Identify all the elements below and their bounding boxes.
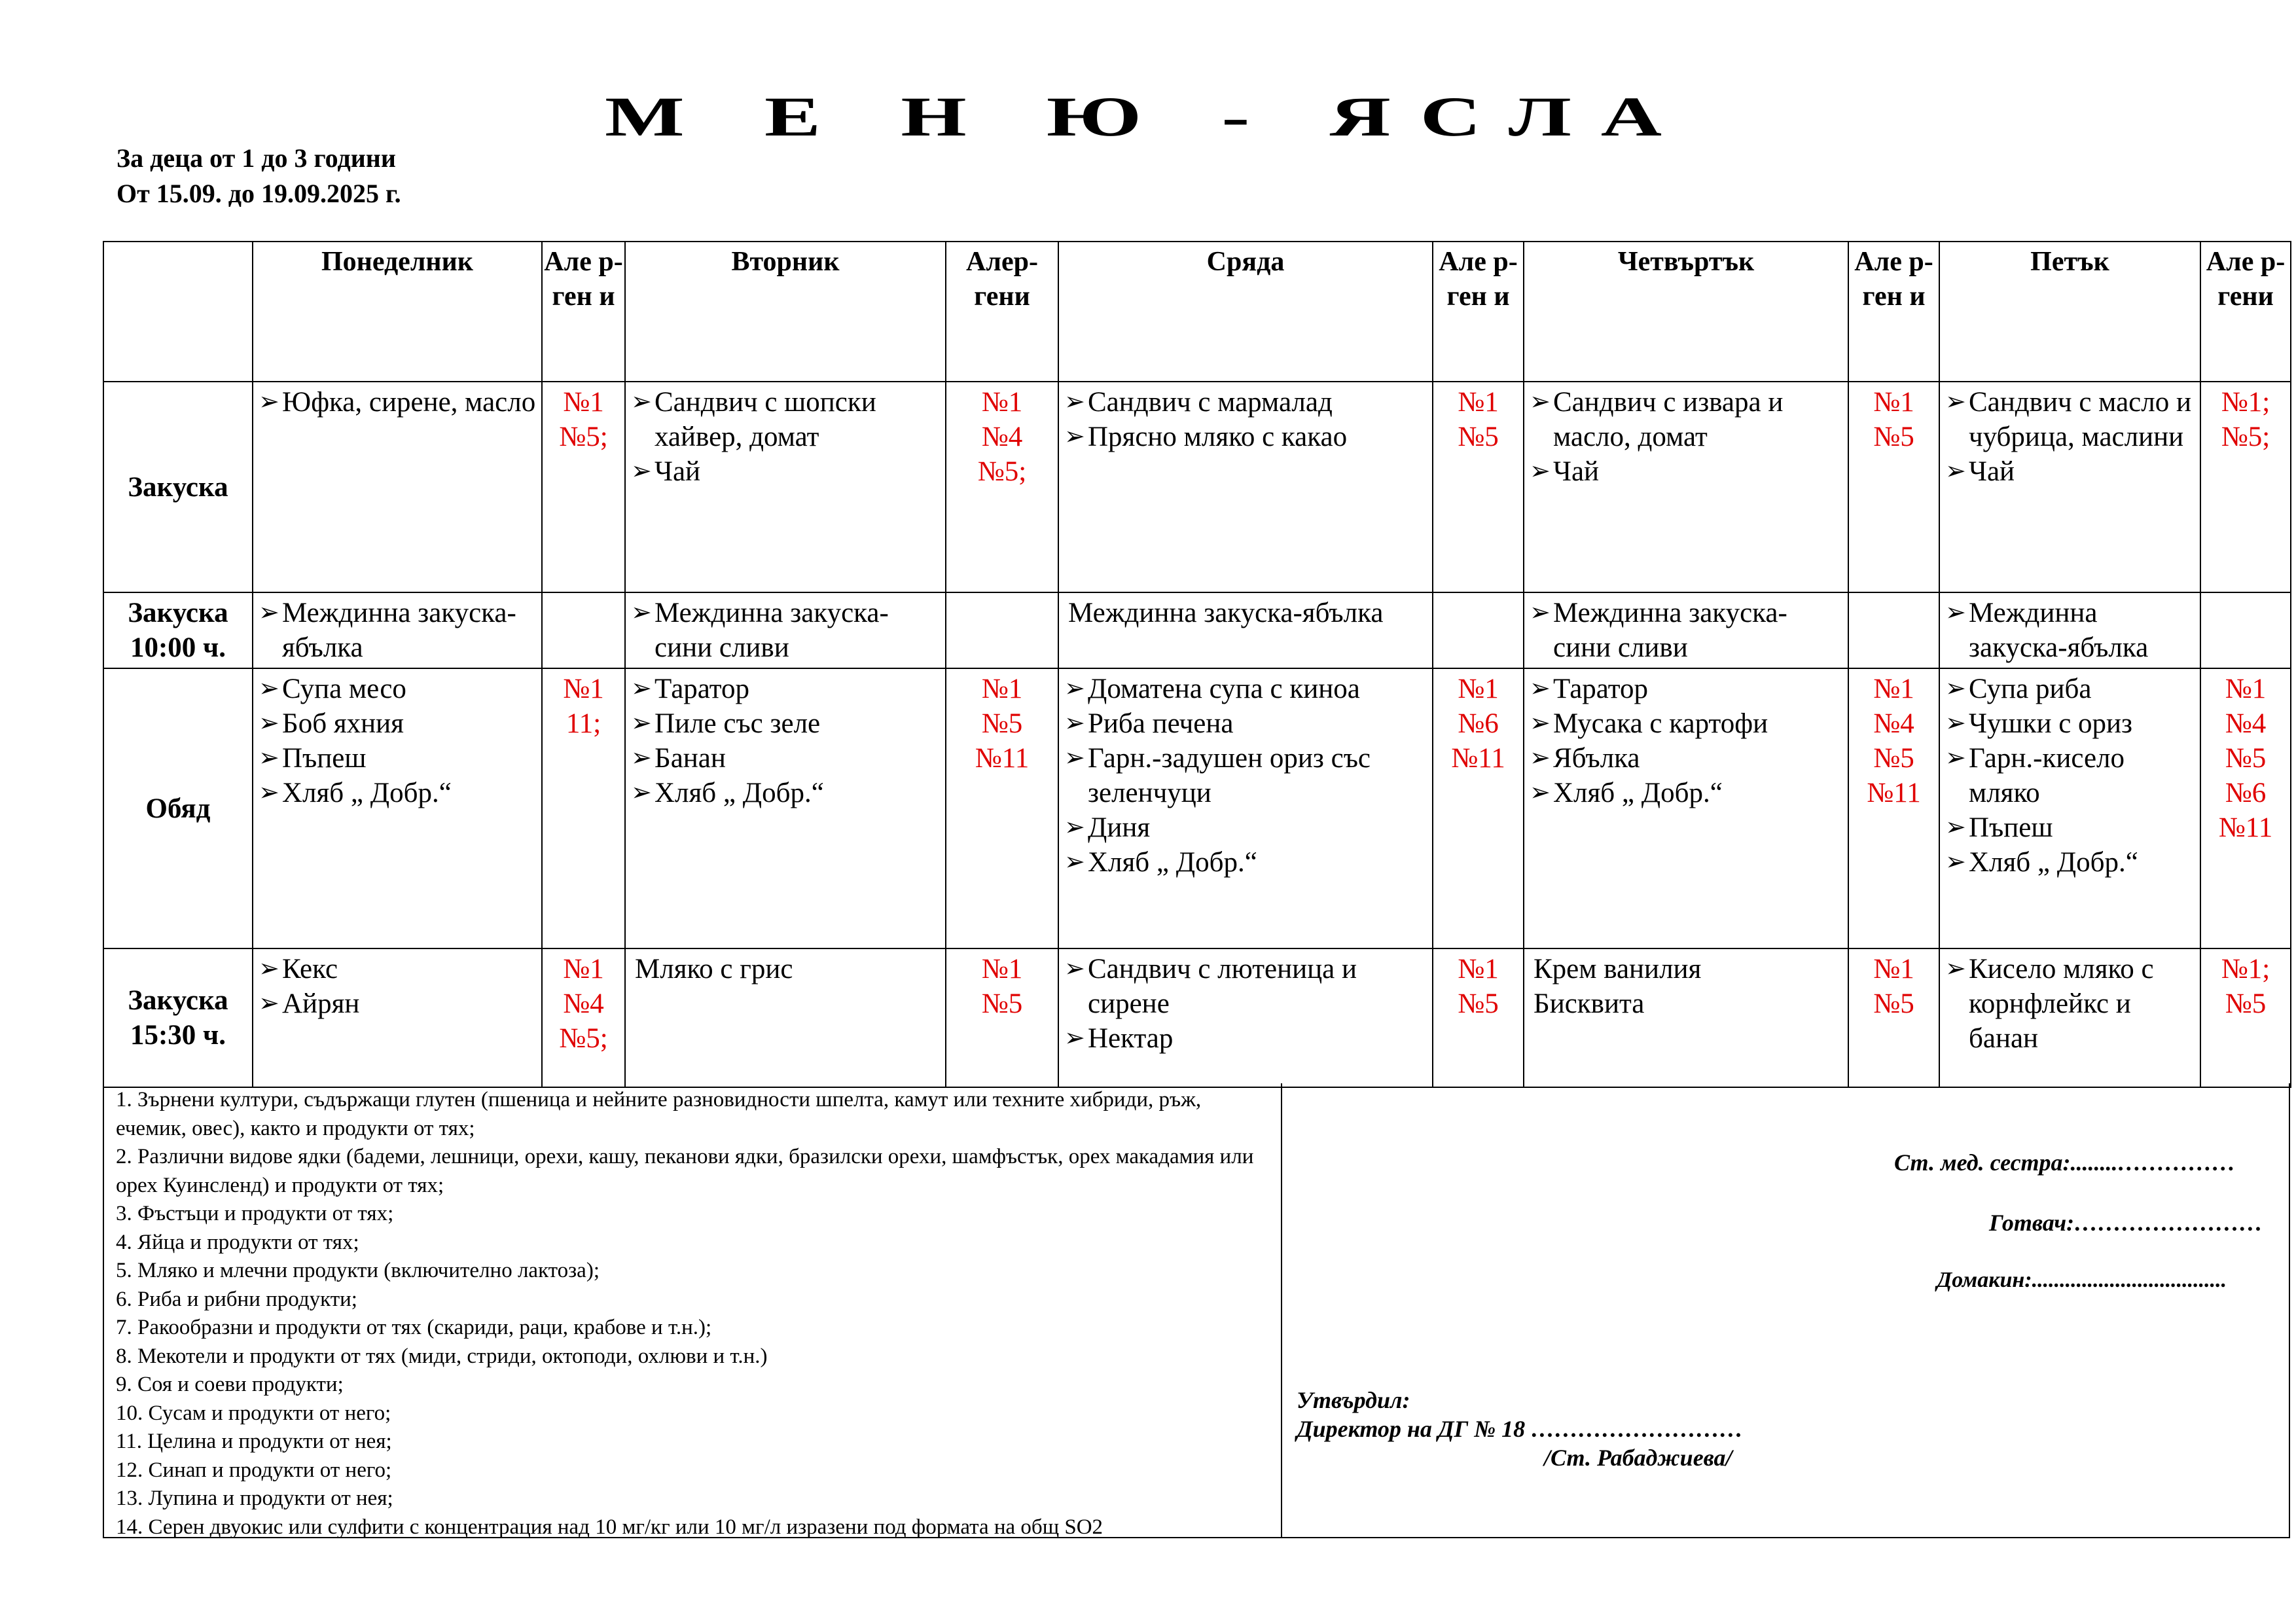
dish-item [1063,1021,1428,1056]
dish-name: Пъпеш [1969,812,2053,843]
dish-item [1944,845,2196,880]
dish-list [1063,672,1428,880]
dish-item [630,385,941,454]
dish-list [630,672,941,810]
dish-name: Пиле със зеле [655,708,821,739]
dish-item [630,596,941,665]
dish-item [1063,672,1428,706]
approved-label: Утвърдил: [1297,1387,1410,1413]
arrow-bullet-icon: ➢ [1064,388,1085,416]
dish-item [1944,596,2196,665]
arrow-bullet-icon: ➢ [259,675,279,702]
arrow-bullet-icon: ➢ [1064,675,1085,702]
arrow-bullet-icon: ➢ [259,779,279,806]
dish-item [1944,706,2196,741]
legend-item: 9. Соя и соеви продукти; [116,1373,344,1396]
arrow-bullet-icon: ➢ [1064,848,1085,876]
legend-item: 3. Фъстъци и продукти от тях; [116,1202,394,1225]
arrow-bullet-icon: ➢ [259,744,279,772]
dish-name: Нектар [1088,1023,1174,1054]
dish-item [257,385,537,420]
dish-name: Междинна закуска- сини сливи [655,598,889,663]
dish-item [1528,596,1844,665]
arrow-bullet-icon: ➢ [259,599,279,626]
dish-list [1944,672,2196,880]
dish-item [1944,952,2196,1056]
dish-item [1528,454,1844,489]
dish-list [257,596,537,665]
allergen-cell [946,382,1058,592]
allergen-code: №5 [981,708,1023,739]
dish-item [1063,706,1428,741]
dish-list [1063,952,1428,1056]
dish-name: Гарн.-задушен ориз със зеленчуци [1088,743,1371,808]
allergen-code: №1 [981,954,1023,984]
legend-item: 10. Сусам и продукти от него; [116,1401,391,1425]
allergen-cell [946,948,1058,1087]
dish-name: Сандвич с шопски хайвер, домат [655,387,876,452]
dish-item [1528,776,1844,810]
allergen-code: №11 [2218,812,2273,843]
allergen-code: №5; [559,422,608,452]
dish-list [257,672,537,810]
allergen-cell [542,382,625,592]
legend-item: 7. Ракообразни и продукти от тях (скариди, раци, крабове и т.н.); [116,1316,712,1339]
allergen-code: №5; [559,1023,608,1054]
arrow-bullet-icon: ➢ [631,458,652,485]
legend-item: 2. Различни видове ядки (бадеми, лешници, орехи, кашу, пеканови ядки, бразилски орехи, шамфъстък, орех макадамия или орех Куинсленд) и продукти от тях; [116,1145,1254,1197]
arrow-bullet-icon: ➢ [1945,458,1966,485]
dish-cell [1524,592,1848,668]
dish-item [630,706,941,741]
day-header: Петък [1939,242,2200,382]
dish-cell [253,382,542,592]
allergen-code: №1 [563,954,604,984]
allergen-code: №5 [1873,988,1914,1019]
arrow-bullet-icon: ➢ [1530,458,1551,485]
meal-row [103,382,2291,592]
allergen-code: №1; [2221,387,2270,418]
meal-label: Закуска [103,382,253,592]
allergen-cell [1848,668,1939,948]
dish-name: Таратор [655,674,749,704]
dish-item [1528,672,1844,706]
dish-list [1528,385,1844,489]
allergen-code: №6 [1458,708,1499,739]
allergen-cell [1848,382,1939,592]
dish-item [1063,952,1428,1021]
dish-name: Междинна закуска- ябълка [282,598,516,663]
arrow-bullet-icon: ➢ [1945,599,1966,626]
meal-label: Закуска 15:30 ч. [103,948,253,1087]
allergen-code: №1 [1458,387,1499,418]
dish-cell [625,382,946,592]
dish-name: Мусака с картофи [1553,708,1768,739]
allergen-cell [946,592,1058,668]
nurse-signature: Ст. мед. сестра:........…………… [1894,1149,2236,1176]
arrow-bullet-icon: ➢ [1530,388,1551,416]
dish-name: Прясно мляко с какао [1088,422,1348,452]
allergen-cell [1433,948,1524,1087]
dish-name: Супа месо [282,674,406,704]
allergen-cell [542,948,625,1087]
dish-cell [1939,382,2200,592]
day-header: Понеделник [253,242,542,382]
dish-list [257,952,537,1021]
dish-name: Кисело мляко с корнфлейкс и банан [1969,954,2154,1054]
dish-list [1944,596,2196,665]
allergen-cell [1848,948,1939,1087]
allergen-code: №1 [1873,954,1914,984]
dish-name: Чай [1969,456,2015,487]
allergen-code: №1 [1873,674,1914,704]
dish-cell [1524,382,1848,592]
dish-item [1063,741,1428,810]
meal-row [103,592,2291,668]
dish-cell: Крем ванилия Бисквита [1524,948,1848,1087]
allergen-code: №5 [981,988,1023,1019]
dish-cell [1058,668,1433,948]
allergen-code: №1 [1458,674,1499,704]
meal-label: Закуска 10:00 ч. [103,592,253,668]
arrow-bullet-icon: ➢ [1945,675,1966,702]
allergen-cell [946,668,1058,948]
dish-item [257,952,537,986]
allergen-header: Алер- гени [946,242,1058,382]
dish-cell: Междинна закуска-ябълка [1058,592,1433,668]
dish-cell [625,668,946,948]
allergen-cell [1433,668,1524,948]
dish-name: Хляб „ Добр.“ [1553,778,1723,808]
dish-name: Междинна закуска- сини сливи [1553,598,1787,663]
dish-name: Доматена супа с киноа [1088,674,1360,704]
arrow-bullet-icon: ➢ [1064,1024,1085,1052]
allergen-code: 11; [565,708,601,739]
allergen-code: №1 [981,387,1023,418]
allergen-code: №5 [2225,988,2267,1019]
dish-item [1944,741,2196,810]
allergen-header: Але р- ген и [1848,242,1939,382]
menu-table [103,241,2291,1088]
dish-cell [625,592,946,668]
meal-row [103,668,2291,948]
arrow-bullet-icon: ➢ [631,779,652,806]
dish-item [1944,454,2196,489]
dish-name: Ябълка [1553,743,1640,774]
dish-name: Банан [655,743,726,774]
legend-item: 12. Синап и продукти от него; [116,1458,392,1482]
allergen-code: №4 [2225,708,2267,739]
dish-name: Чушки с ориз [1969,708,2133,739]
dish-item [257,741,537,776]
allergen-cell [1433,382,1524,592]
legend-item: 6. Риба и рибни продукти; [116,1287,357,1311]
arrow-bullet-icon: ➢ [631,388,652,416]
allergen-code: №6 [2225,778,2267,808]
dish-item [1944,672,2196,706]
age-group: За деца от 1 до 3 години [117,143,396,173]
allergen-code: №5 [1873,743,1914,774]
dish-name: Хляб „ Добр.“ [655,778,824,808]
meal-row [103,948,2291,1087]
dish-name: Диня [1088,812,1151,843]
allergen-code: №4 [1873,708,1914,739]
allergen-header: Але р- ген и [1433,242,1524,382]
allergen-code: №4 [563,988,604,1019]
dish-cell [1524,668,1848,948]
page-title: М Е Н Ю - ЯСЛА [605,85,1691,148]
dish-cell [1058,948,1433,1087]
dish-name: Риба печена [1088,708,1234,739]
legend-item: 1. Зърнени култури, съдържащи глутен (пшеница и нейните разновидности шпелта, камут или техните хибриди, ръж, ечемик, овес), както и продукти от тях; [116,1088,1202,1140]
arrow-bullet-icon: ➢ [631,710,652,737]
arrow-bullet-icon: ➢ [1064,955,1085,983]
allergen-code: №5 [2225,743,2267,774]
allergen-code: №1 [1458,954,1499,984]
dish-item [630,672,941,706]
legend-item: 11. Целина и продукти от нея; [116,1430,392,1453]
dish-name: Кекс [282,954,338,984]
dish-name: Супа риба [1969,674,2092,704]
dish-item [257,672,537,706]
dish-name: Юфка, сирене, масло [282,387,536,418]
legend-item: 4. Яйца и продукти от тях; [116,1230,359,1254]
arrow-bullet-icon: ➢ [1945,710,1966,737]
footer [103,1083,2290,1538]
arrow-bullet-icon: ➢ [631,744,652,772]
arrow-bullet-icon: ➢ [1945,744,1966,772]
dish-item [630,454,941,489]
dish-item [1063,810,1428,845]
allergen-code: №11 [1451,743,1505,774]
dish-name: Хляб „ Добр.“ [282,778,452,808]
dish-item [1063,845,1428,880]
dish-item [1528,385,1844,454]
allergen-code: №5 [1873,422,1914,452]
arrow-bullet-icon: ➢ [1530,599,1551,626]
allergen-code: №1 [981,674,1023,704]
allergen-cell [542,668,625,948]
allergen-code: №1 [1873,387,1914,418]
arrow-bullet-icon: ➢ [631,599,652,626]
dish-item [257,596,537,665]
dish-item [257,776,537,810]
arrow-bullet-icon: ➢ [631,675,652,702]
allergen-code: №1 [2225,674,2267,704]
allergen-code: №1 [563,387,604,418]
dish-item [1528,741,1844,776]
dish-name: Айрян [282,988,360,1019]
allergen-cell [2200,668,2291,948]
arrow-bullet-icon: ➢ [259,710,279,737]
arrow-bullet-icon: ➢ [1064,744,1085,772]
dish-list [1528,596,1844,665]
dish-cell [1058,382,1433,592]
director-signature: Директор на ДГ № 18 ……………………… [1297,1416,1744,1442]
dish-name: Сандвич с масло и чубрица, маслини [1969,387,2191,452]
allergen-code: №5 [1458,422,1499,452]
dish-list [630,385,941,489]
dish-list [1063,385,1428,454]
date-range: От 15.09. до 19.09.2025 г. [117,179,401,208]
allergen-cell [1433,592,1524,668]
dish-name: Хляб „ Добр.“ [1969,847,2138,878]
dish-item [1528,706,1844,741]
director-name: /Ст. Рабаджиева/ [1544,1445,1732,1471]
dish-cell [253,592,542,668]
dish-item [630,776,941,810]
dish-name: Пъпеш [282,743,367,774]
dish-name: Сандвич с лютеница и сирене [1088,954,1357,1019]
dish-list [1944,952,2196,1056]
dish-item [1944,810,2196,845]
dish-name: Чай [1553,456,1600,487]
allergen-code: №1; [2221,954,2270,984]
arrow-bullet-icon: ➢ [1064,423,1085,450]
arrow-bullet-icon: ➢ [1945,955,1966,983]
dish-cell [253,668,542,948]
day-header: Четвъртък [1524,242,1848,382]
dish-name: Гарн.-кисело мляко [1969,743,2125,808]
allergen-cell [2200,382,2291,592]
arrow-bullet-icon: ➢ [1530,744,1551,772]
dish-item [1944,385,2196,454]
dish-item [1063,420,1428,454]
arrow-bullet-icon: ➢ [1945,848,1966,876]
dish-item [1063,385,1428,420]
allergen-code: №5 [1458,988,1499,1019]
dish-name: Хляб „ Добр.“ [1088,847,1257,878]
dish-list [1944,385,2196,489]
legend-item: 14. Серен двуокис или сулфити с концентрация над 10 мг/кг или 10 мг/л изразени под формата на общ SO2 [116,1515,1103,1539]
cook-signature: Готвач:…………………… [1989,1210,2263,1236]
dish-list [257,385,537,420]
dish-cell [253,948,542,1087]
dish-name: Чай [655,456,701,487]
allergen-cell [1848,592,1939,668]
dish-item [257,986,537,1021]
housekeeper-signature: Домакин:................................... [1937,1268,2227,1292]
header-blank [103,242,253,382]
arrow-bullet-icon: ➢ [1530,710,1551,737]
dish-list [630,596,941,665]
allergen-cell [2200,948,2291,1087]
dish-name: Сандвич с извара и масло, домат [1553,387,1784,452]
dish-item [630,741,941,776]
day-header: Сряда [1058,242,1433,382]
dish-cell [1939,592,2200,668]
allergen-code: №4 [981,422,1023,452]
dish-cell [1939,948,2200,1087]
dish-name: Сандвич с мармалад [1088,387,1333,418]
dish-name: Междинна закуска-ябълка [1969,598,2149,663]
dish-list [1528,672,1844,810]
allergen-header: Але р- гени [2200,242,2291,382]
allergen-code: №11 [975,743,1030,774]
day-header: Вторник [625,242,946,382]
arrow-bullet-icon: ➢ [1530,779,1551,806]
arrow-bullet-icon: ➢ [1530,675,1551,702]
arrow-bullet-icon: ➢ [1064,710,1085,737]
dish-name: Боб яхния [282,708,404,739]
meal-label: Обяд [103,668,253,948]
allergen-code: №5; [2221,422,2270,452]
arrow-bullet-icon: ➢ [259,388,279,416]
allergen-legend [104,1083,1282,1537]
dish-cell: Мляко с грис [625,948,946,1087]
dish-name: Таратор [1553,674,1648,704]
allergen-cell [2200,592,2291,668]
allergen-cell [542,592,625,668]
dish-cell [1939,668,2200,948]
allergen-code: №1 [563,674,604,704]
allergen-header: Але р- ген и [542,242,625,382]
legend-item: 13. Лупина и продукти от нея; [116,1487,393,1510]
legend-item: 8. Мекотели и продукти от тях (миди, стриди, октоподи, охлюви и т.н.) [116,1344,768,1368]
arrow-bullet-icon: ➢ [1945,814,1966,841]
allergen-code: №11 [1867,778,1921,808]
arrow-bullet-icon: ➢ [259,955,279,983]
arrow-bullet-icon: ➢ [1064,814,1085,841]
header-row [103,242,2291,382]
allergen-code: №5; [977,456,1027,487]
arrow-bullet-icon: ➢ [1945,388,1966,416]
legend-item: 5. Мляко и млечни продукти (включително лактоза); [116,1259,600,1282]
arrow-bullet-icon: ➢ [259,990,279,1017]
dish-item [257,706,537,741]
